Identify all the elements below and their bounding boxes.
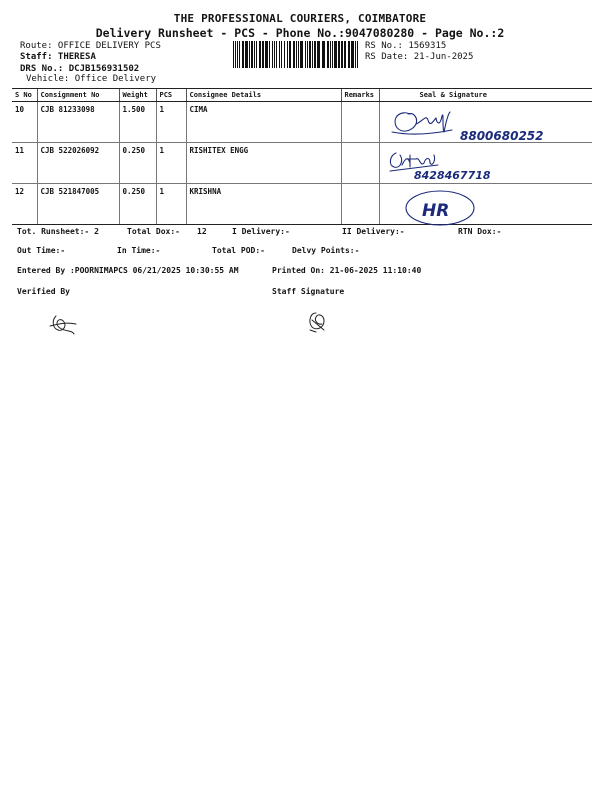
- cell-remarks: [341, 102, 379, 143]
- total-dox-label: Total Dox:-: [127, 227, 180, 236]
- handwritten-phone: 8800680252: [459, 129, 543, 142]
- column-header-pcs: PCS: [156, 89, 186, 102]
- cell-pcs: 1: [156, 184, 186, 225]
- table-row: [12, 143, 592, 184]
- table-row: [12, 102, 592, 143]
- cell-sno: 12: [12, 184, 37, 225]
- total-runsheet: Tot. Runsheet:- 2: [17, 227, 99, 236]
- verified-by-signature: [46, 312, 80, 336]
- column-header-consignee: Consignee Details: [186, 89, 341, 102]
- cell-consignment: CJB 521847005: [37, 184, 119, 225]
- cell-consignee: RISHITEX ENGG: [186, 143, 341, 184]
- cell-signature: [379, 184, 592, 225]
- column-header-weight: Weight: [119, 89, 156, 102]
- document-title: THE PROFESSIONAL COURIERS, COIMBATORE: [173, 12, 427, 25]
- cell-remarks: [341, 184, 379, 225]
- handwritten-phone: 8428467718: [413, 169, 491, 182]
- drs-number: DRS No.: DCJB156931502: [20, 64, 140, 74]
- staff-label: Staff: THERESA: [20, 52, 96, 62]
- cell-pcs: 1: [156, 102, 186, 143]
- i-delivery: I Delivery:-: [232, 227, 290, 236]
- in-time: In Time:-: [117, 246, 161, 255]
- column-header-sno: S No: [12, 89, 37, 102]
- vehicle-label: Vehicle: Office Delivery: [26, 74, 157, 84]
- handwritten-signature: [382, 143, 582, 183]
- out-time: Out Time:-: [17, 246, 66, 255]
- route-label: Route: OFFICE DELIVERY PCS: [20, 41, 161, 51]
- rs-number: RS No.: 1569315: [365, 41, 447, 51]
- cell-consignment: CJB 81233098: [37, 102, 119, 143]
- handwritten-signature: [382, 102, 582, 142]
- rtn-dox: RTN Dox:-: [458, 227, 502, 236]
- entered-by: Entered By :POORNIMAPCS 06/21/2025 10:30:55 AM: [17, 266, 239, 275]
- verified-by-label: Verified By: [17, 287, 70, 296]
- cell-signature: [379, 143, 592, 184]
- cell-weight: 1.500: [119, 102, 156, 143]
- runsheet-table: [12, 88, 592, 225]
- handwritten-signature: [382, 184, 582, 228]
- column-header-consignment: Consignment No: [37, 89, 119, 102]
- barcode-image: [233, 41, 358, 68]
- staff-signature-label: Staff Signature: [272, 287, 345, 296]
- total-pod: Total POD:-: [212, 246, 265, 255]
- document-subtitle: Delivery Runsheet - PCS - Phone No.:9047080280 - Page No.:2: [95, 26, 505, 40]
- cell-sno: 11: [12, 143, 37, 184]
- cell-consignment: CJB 522026092: [37, 143, 119, 184]
- cell-pcs: 1: [156, 143, 186, 184]
- printed-on: Printed On: 21-06-2025 11:10:40: [272, 266, 422, 275]
- delvy-points: Delvy Points:-: [292, 246, 360, 255]
- ii-delivery: II Delivery:-: [342, 227, 405, 236]
- table-row: [12, 184, 592, 225]
- rs-date: RS Date: 21-Jun-2025: [365, 52, 474, 62]
- total-dox-value: 12: [197, 227, 207, 236]
- cell-weight: 0.250: [119, 184, 156, 225]
- table-header-row: [12, 89, 592, 102]
- cell-weight: 0.250: [119, 143, 156, 184]
- cell-consignee: KRISHNA: [186, 184, 341, 225]
- cell-sno: 10: [12, 102, 37, 143]
- handwritten-initials: HR: [421, 201, 449, 221]
- cell-remarks: [341, 143, 379, 184]
- cell-signature: [379, 102, 592, 143]
- cell-consignee: CIMA: [186, 102, 341, 143]
- staff-signature-mark: [304, 310, 330, 334]
- column-header-remarks: Remarks: [341, 89, 379, 102]
- column-header-signature: Seal & Signature: [379, 89, 592, 102]
